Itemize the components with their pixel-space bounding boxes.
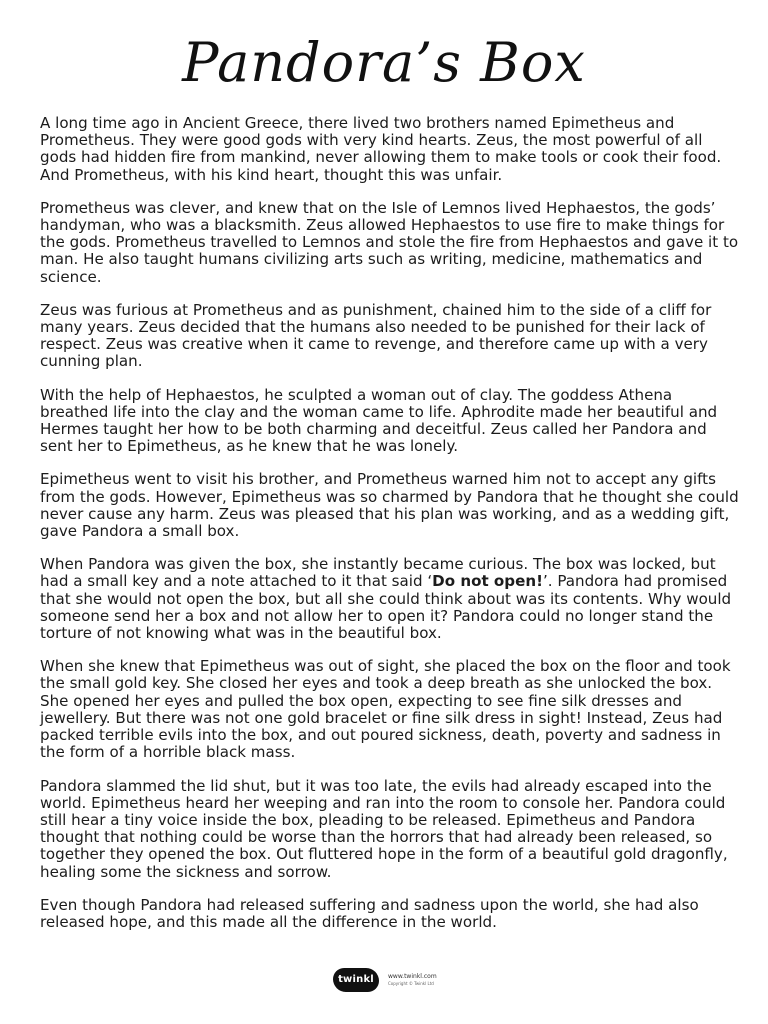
copyright-notice: Copyright © Twinkl Ltd [388, 981, 434, 986]
paragraph-6-before: When Pandora was given the box, she instantly became curious. The box was locked, but had a small key and a note attached to it that said ‘ [40, 555, 716, 591]
page-footer [0, 966, 768, 996]
paragraph-6-after: ’. Pandora had promised that she would not open the box, but all she could think about was its contents. Why would someone send her a box and not allow her to open it? Pandora could no longer stand the torture of not knowing what was in the beautiful box. [40, 572, 732, 643]
paragraph-3: Zeus was furious at Prometheus and as punishment, chained him to the side of a cliff for many years. Zeus decided that the humans also needed to be punished for their lack of respect. Zeus was creative when it came to revenge, and therefore came up with a very cunning plan. [40, 300, 712, 371]
paragraph-6 [40, 556, 740, 642]
page-title: Pandora’s Box [182, 31, 586, 94]
twinkl-logo [333, 968, 379, 992]
story-body [40, 115, 740, 947]
paragraph-7: When she knew that Epimetheus was out of sight, she placed the box on the floor and took the small gold key. She closed her eyes and took a deep breath as she unlocked the box. She opened her eyes and pulled the box open, expecting to see fine silk dresses and jewellery. But there was not one gold bracelet or fine silk dress in sight! Instead, Zeus had packed terrible evils into the box, and out poured sickness, death, poverty and sadness in the form of a horrible black mass. [40, 657, 731, 762]
logo-text: twinkl [338, 974, 374, 985]
do-not-open-note: Do not open! [432, 572, 543, 591]
website-link[interactable]: www.twinkl.com [388, 973, 437, 980]
paragraph-8: Pandora slammed the lid shut, but it was too late, the evils had already escaped into the world. Epimetheus heard her weeping and ran into the room to console her. Pandora could still hear a tiny voice inside the box, pleading to be released. Epimetheus and Pandora thought that nothing could be worse than the horrors that had already been released, so together they opened the box. Out fluttered hope in the form of a beautiful gold dragonfly, healing some the sickness and sorrow. [40, 776, 728, 881]
paragraph-5: Epimetheus went to visit his brother, and Prometheus warned him not to accept any gifts from the gods. However, Epimetheus was so charmed by Pandora that he thought she could never cause any harm. Zeus was pleased that his plan was working, and as a wedding gift, gave Pandora a small box. [40, 470, 739, 541]
paragraph-9: Even though Pandora had released suffering and sadness upon the world, she had also released hope, and this made all the difference in the world. [40, 895, 699, 931]
paragraph-4: With the help of Hephaestos, he sculpted a woman out of clay. The goddess Athena breathed life into the clay and the woman came to life. Aphrodite made her beautiful and Hermes taught her how to be both charming and deceitful. Zeus called her Pandora and sent her to Epimetheus, as he knew that he was lonely. [40, 385, 718, 456]
paragraph-1: A long time ago in Ancient Greece, there lived two brothers named Epimetheus and Prometheus. They were good gods with very kind hearts. Zeus, the most powerful of all gods had hidden fire from mankind, never allowing them to make tools or cook their food. And Prometheus, with his kind heart, thought this was unfair. [40, 114, 722, 184]
paragraph-2: Prometheus was clever, and knew that on the Isle of Lemnos lived Hephaestos, the gods’ handyman, who was a blacksmith. Zeus allowed Hephaestos to use fire to make things for the gods. Prometheus travelled to Lemnos and stole the fire from Hephaestos and gave it to man. He also taught humans civilizing arts such as writing, medicine, mathematics and science. [40, 198, 739, 286]
